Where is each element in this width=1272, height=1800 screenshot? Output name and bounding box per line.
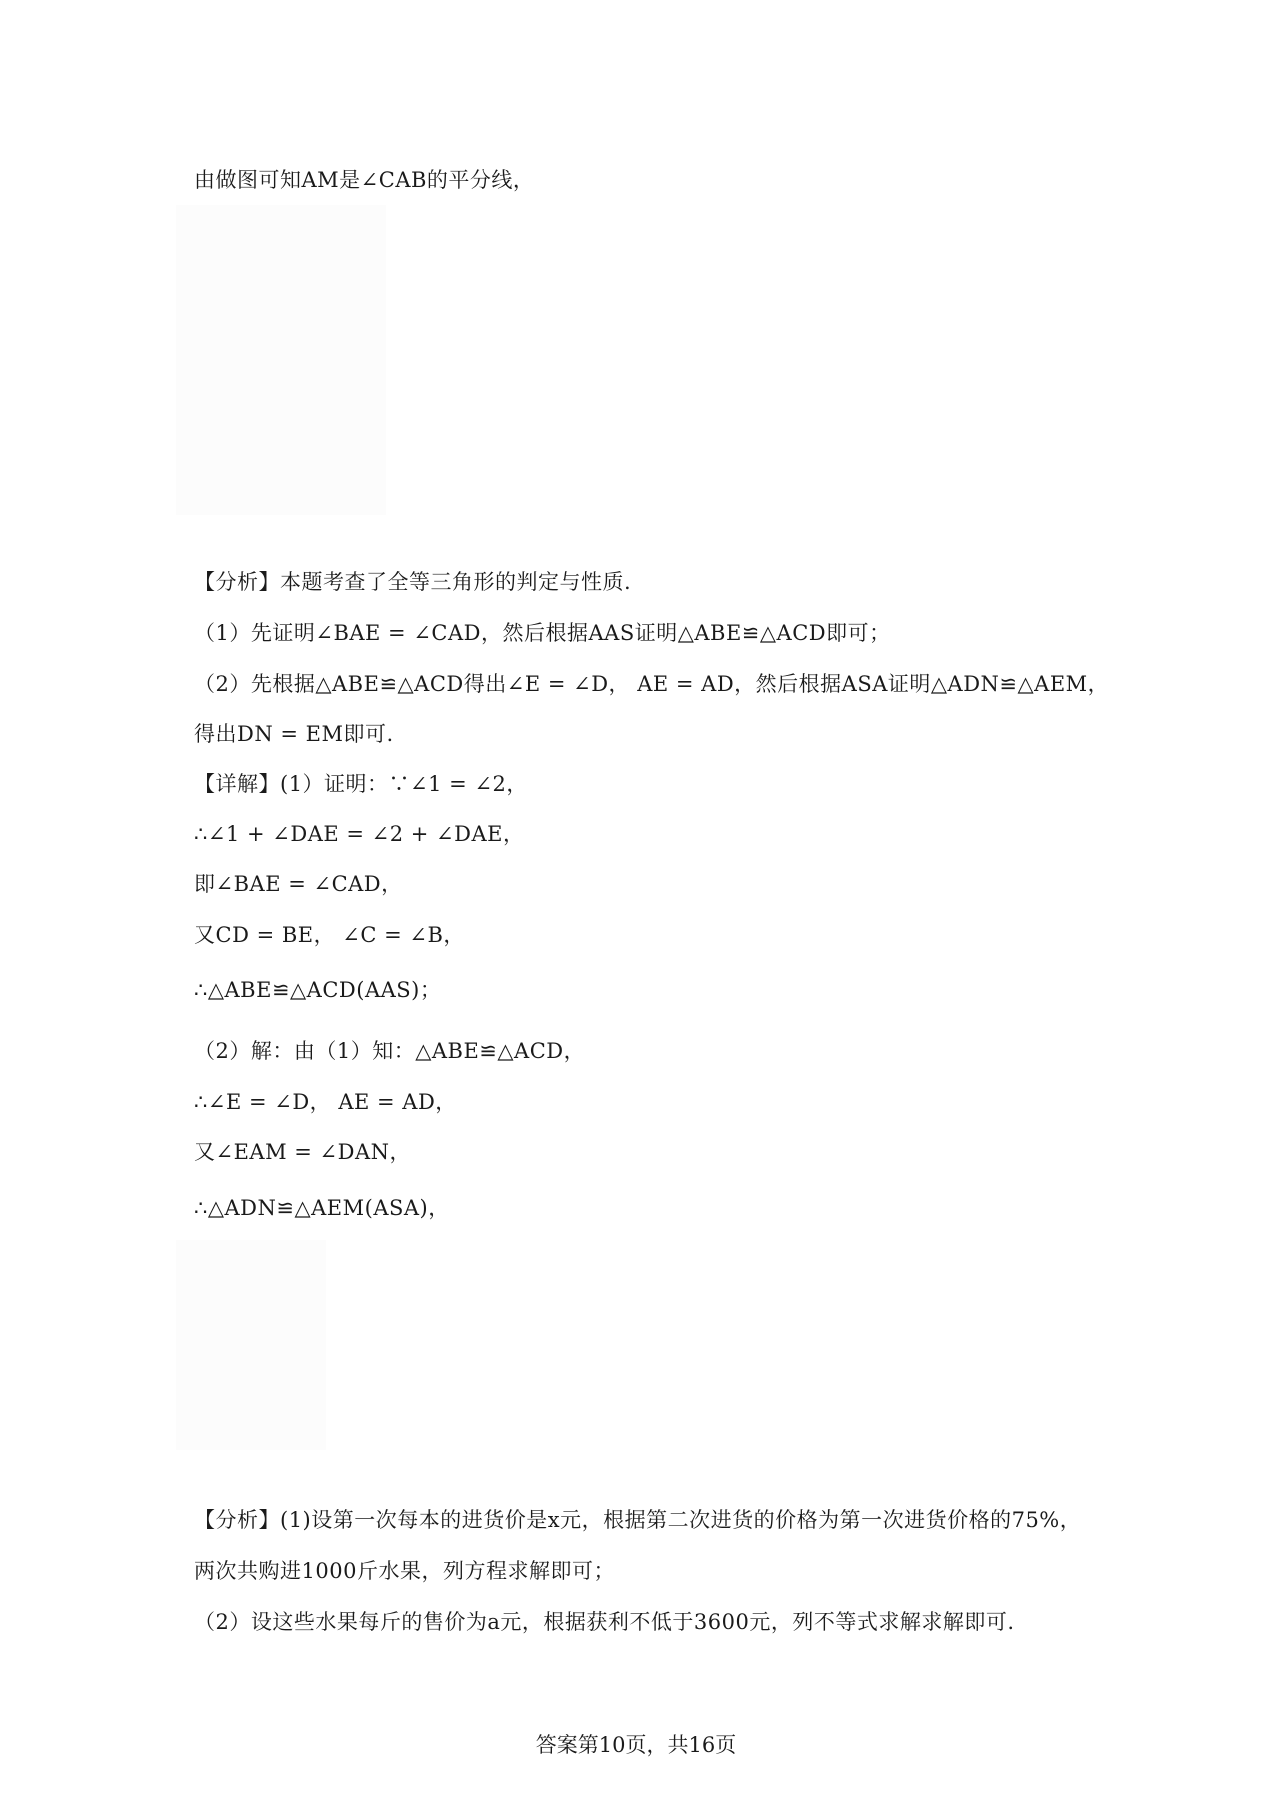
- proof-line-4: 又CD = BE， ∠C = ∠B，: [194, 923, 465, 947]
- proof-line-2: ∴∠1 + ∠DAE = ∠2 + ∠DAE，: [194, 822, 525, 846]
- proof-line-7: ∴∠E = ∠D， AE = AD，: [194, 1090, 457, 1114]
- analysis-heading-2: 【分析】(1)设第一次每本的进货价是x元，根据第二次进货的价格为第一次进货价格的75%，: [194, 1508, 1082, 1532]
- proof-line-5: ∴△ABE≌△ACD(AAS)；: [194, 978, 442, 1002]
- proof-line-8: 又∠EAM = ∠DAN，: [194, 1140, 412, 1164]
- page-footer: 答案第10页，共16页: [535, 1733, 737, 1757]
- analysis-step-2-cont: 得出DN = EM即可.: [194, 722, 394, 746]
- bisector-statement: 由做图可知AM是∠CAB的平分线，: [194, 168, 535, 192]
- redacted-region: [176, 1240, 326, 1450]
- analysis-2-cont: 两次共购进1000斤水果，列方程求解即可；: [194, 1559, 615, 1583]
- proof-line-3: 即∠BAE = ∠CAD，: [194, 872, 403, 896]
- analysis-heading-1: 【分析】本题考查了全等三角形的判定与性质.: [194, 570, 632, 594]
- analysis-step-2: （2）先根据△ABE≌△ACD得出∠E = ∠D， AE = AD，然后根据ASA证明△ADN≌△AEM，: [194, 672, 1110, 696]
- proof-line-9: ∴△ADN≌△AEM(ASA)，: [194, 1196, 450, 1220]
- proof-line-6: （2）解：由（1）知：△ABE≌△ACD，: [194, 1039, 586, 1063]
- detail-heading: 【详解】(1）证明：∵∠1 = ∠2，: [194, 772, 528, 796]
- redacted-figure: [176, 205, 386, 515]
- analysis-step-1: （1）先证明∠BAE = ∠CAD，然后根据AAS证明△ABE≌△ACD即可；: [194, 621, 891, 645]
- analysis-2-step-2: （2）设这些水果每斤的售价为a元，根据获利不低于3600元，列不等式求解求解即可.: [194, 1610, 1015, 1634]
